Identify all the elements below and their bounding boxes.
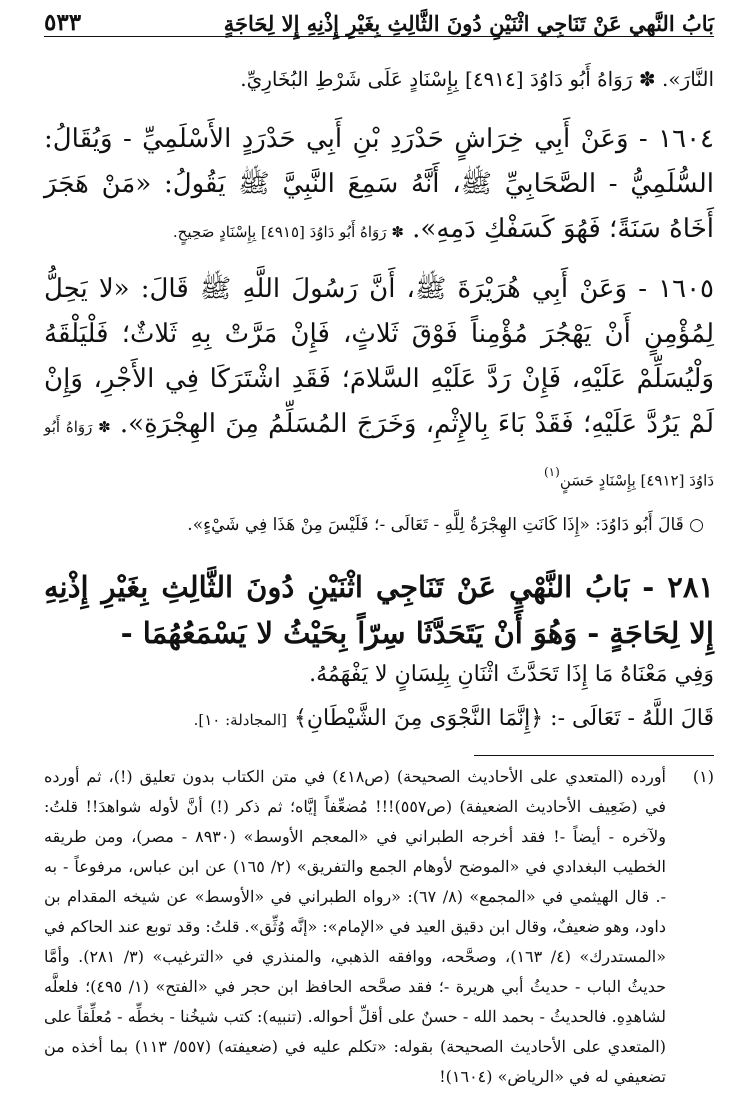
hadith-1604-source: ✽ رَوَاهُ أَبُو دَاوُدَ [٤٩١٥] بِإِسْنَادٍ صَحِيحٍ.: [172, 223, 404, 241]
footnote-divider: [474, 755, 714, 756]
quran-verse: [44, 698, 714, 741]
hadith-1604-text: ١٦٠٤ - وَعَنْ أَبِي خِرَاشٍ حَدْرَدِ بْنِ أَبِي حَدْرَدٍ الأَسْلَمِيِّ - وَيُقَالُ: السُّلَمِيُّ - الصَّحَابِيِّ ﷺ، أَنَّهُ سَمِعَ النَّبِيَّ ﷺ يَقُولُ: «مَنْ هَجَرَ أَخَاهُ سَنَةً؛ فَهُوَ كَسَفْكِ دَمِهِ».: [44, 124, 714, 244]
abu-dawud-note: ○ قَالَ أَبُو دَاوُدَ: «إِذَا كَانَتِ الهِجْرَةُ لِلَّهِ - تَعَالَى -؛ فَلَيْسَ مِنْ هَذَا فِي شَيْءٍ».: [187, 514, 704, 535]
quran-verse-text: قَالَ اللَّهُ - تَعَالَى -: ﴿إِنَّمَا النَّجْوَى مِنَ الشَّيْطَانِ﴾: [294, 705, 714, 731]
footnote-text: أورده (المتعدي على الأحاديث الصحيحة) (ص٤١٨) في متن الكتاب بدون تعليق (!)، ثم أورده في (ضَعِيف الأحاديث الضعيفة) (ص٥٥٧)!!! مُضعِّفاً إيَّاه؛ ثم ذكر (!) أنَّ لأوله شواهدَ!! قلتُ: ولآخره - أيضاً -! فقد أخرجه الطبراني في «المعجم الأوسط» (٨٩٣٠ - مصر)، ومن طريقه الخطيب البغدادي في «الموضح لأوهام الجمع والتفريق» (٢/ ١٦٥) عن ابن عباس، مرفوعاً - به -. قال الهيثمي في «المجمع» (٨/ ٦٧): «رواه الطبراني في «الأوسط» عن شيخه المقدام بن داود، وهو ضعيفٌ، وقال ابن دقيق العيد في «الإمام»: «إنَّه وُثِّق». قلتُ: وقد توبع عند الحاكم في «المستدرك» (٤/ ١٦٣)، وصحَّحه، ووافقه الذهبي، والمنذري في «الترغيب» (٣/ ٢٨١). وأمَّا حديثُ الباب - حديثُ أبي هريرة -؛ فقد صحَّحه الحافظ ابن حجر في «الفتح» (١/ ٤٩٥)؛ فلعلَّه لشاهدِهِ. فالحديثُ - بحمد الله - حسنٌ على أقلِّ أحواله. (تنبيه): كتب شيخُنا - بخطِّه - مُعلِّقاً على (المتعدي على الأحاديث الصحيحة) بقوله: «تكلم عليه في (ضعيفته) (٥٥٧/ ١١٣) بما أخذه من تضعيفي له في «الرياض» (١٦٠٤)!: [43, 766, 667, 1086]
quran-verse-ref: [المجادلة: ١٠].: [193, 710, 287, 729]
continued-hadith-ending: النَّارَ». ✽ رَوَاهُ أَبُو دَاوُدَ [٤٩١٤] بِإِسْنَادٍ عَلَى شَرْطِ البُخَارِيِّ.: [240, 67, 714, 91]
footnote: [44, 762, 714, 1092]
hadith-1605-text: ١٦٠٥ - وَعَنْ أَبِي هُرَيْرَةَ ﷺ، أَنَّ رَسُولَ اللَّهِ ﷺ قَالَ: «لا يَحِلُّ لِمُؤْمِنٍ أَنْ يَهْجُرَ مُؤْمِناً فَوْقَ ثَلاثٍ، فَإِنْ مَرَّتْ بِهِ ثَلاثٌ؛ فَلْيَلْقَهُ وَلْيُسَلِّمْ عَلَيْهِ، فَإِنْ رَدَّ عَلَيْهِ السَّلامَ؛ فَقَدِ اشْتَرَكَا فِي الأَجْرِ، وَإِنْ لَمْ يَرُدَّ عَلَيْهِ؛ فَقَدْ بَاءَ بِالإِثْمِ، وَخَرَجَ المُسَلِّمُ مِنَ الهِجْرَةِ».: [44, 274, 715, 439]
page-number: ٥٣٣: [44, 9, 82, 36]
running-title: بَابُ النَّهي عَنْ تَنَاجِي اثْنَيْنِ دُونَ الثَّالِثِ بِغَيْرِ إِذْنِهِ إِلا لِحَاجَةٍ: [223, 11, 714, 36]
hadith-1604: [44, 117, 714, 255]
footnote-number: (١): [692, 766, 714, 786]
chapter-subtitle: وَفِي مَعْنَاهُ مَا إِذَا تَحَدَّثَ اثْنَانِ بِلِسَانٍ لا يَفْهَمُهُ.: [309, 661, 714, 687]
running-header: [44, 0, 714, 37]
hadith-1605-source: ✽ رَوَاهُ أَبُو دَاوُدَ [٤٩١٢] بِإِسْنَادٍ حَسَنٍ: [44, 418, 714, 490]
footnote-ref: (١): [543, 465, 560, 479]
chapter-heading: ٢٨١ - بَابُ النَّهْيِ عَنْ تَنَاجِي اثْنَيْنِ دُونَ الثَّالِثِ بِغَيْرِ إِذْنِهِ إِلا لِحَاجَةٍ - وَهُوَ أَنْ يَتَحَدَّثَا سِرّاً بِحَيْثُ لا يَسْمَعُهُمَا -: [44, 569, 714, 650]
hadith-1605: [44, 267, 714, 504]
